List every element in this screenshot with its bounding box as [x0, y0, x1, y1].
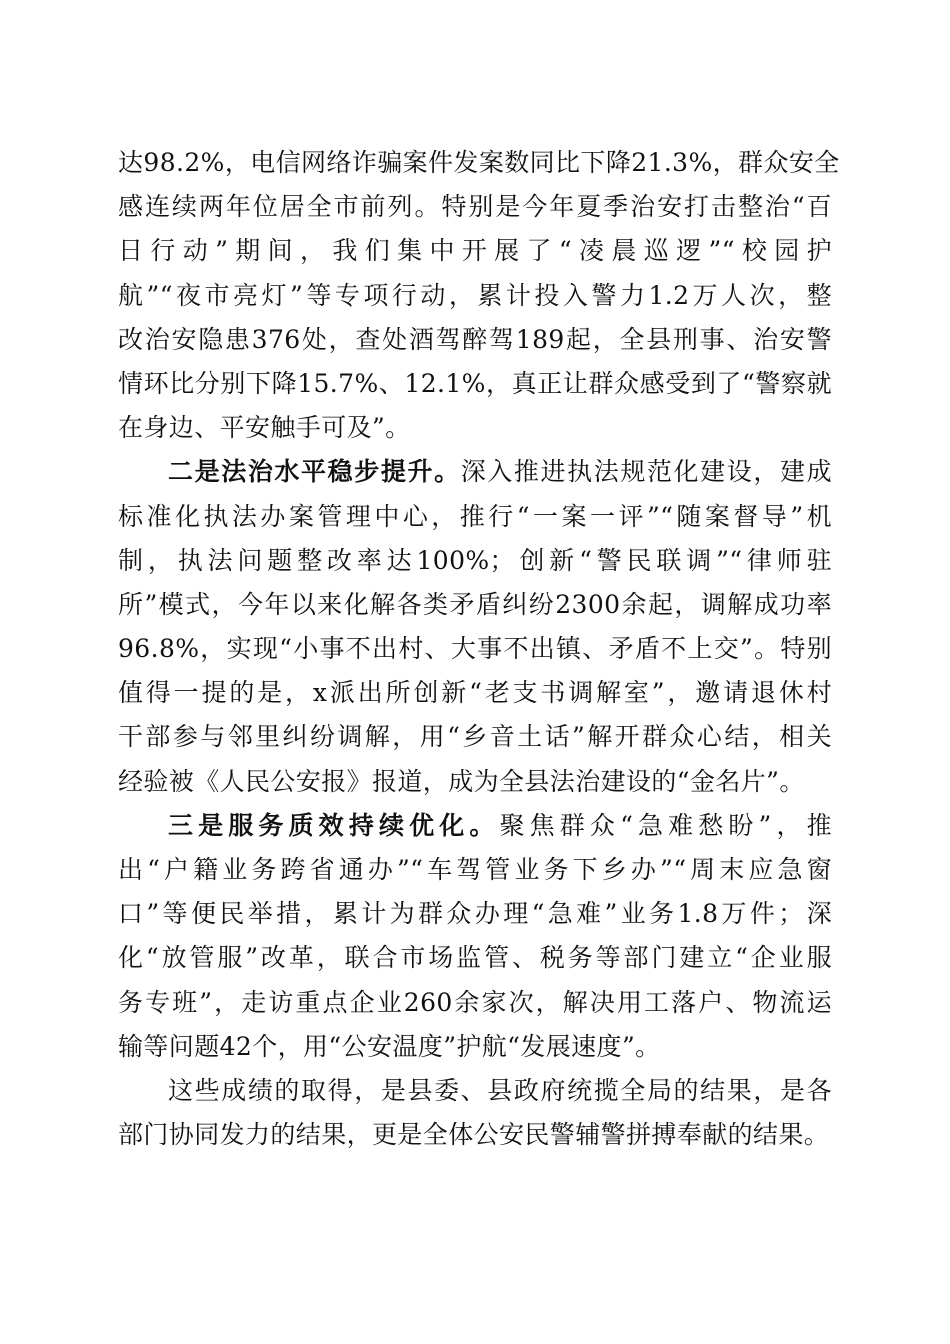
paragraph-3-line-3: 口”等便民举措，累计为群众办理“急难”业务1.8万件；深	[118, 899, 832, 929]
paragraph-3-line-1-text: 聚焦群众“急难愁盼”，推	[499, 810, 832, 840]
paragraph-3-line-1	[118, 804, 832, 848]
paragraph-3-line-5: 务专班”，走访重点企业260余家次，解决用工落户、物流运	[118, 987, 832, 1017]
paragraph-2-line-8: 经验被《人民公安报》报道，成为全县法治建设的“金名片”。	[118, 766, 805, 796]
paragraph-1-line-7: 在身边、平安触手可及”。	[118, 413, 411, 443]
document-body	[118, 141, 840, 1157]
paragraph-2-line-4: 所”模式，今年以来化解各类矛盾纠纷2300余起，调解成功率	[118, 589, 832, 619]
paragraph-1-line-6: 情环比分别下降15.7%、12.1%，真正让群众感受到了“警察就	[118, 368, 832, 398]
paragraph-1-line-2: 感连续两年位居全市前列。特别是今年夏季治安打击整治“百	[118, 192, 832, 222]
paragraph-2-line-2: 标准化执法办案管理中心，推行“一案一评”“随案督导”机	[118, 501, 832, 531]
paragraph-3-line-4: 化“放管服”改革，联合市场监管、税务等部门建立“企业服	[118, 943, 832, 973]
paragraph-2-heading: 二是法治水平稳步提升。	[168, 457, 461, 487]
paragraph-2-line-1	[118, 450, 832, 494]
paragraph-2-line-1-text: 深入推进执法规范化建设，建成	[460, 457, 832, 487]
paragraph-3-line-2: 出“户籍业务跨省通办”“车驾管业务下乡办”“周末应急窗	[118, 855, 832, 884]
paragraph-4-line-2: 部门协同发力的结果，更是全体公安民警辅警拼搏奉献的结果。	[118, 1120, 830, 1150]
paragraph-4-line-1: 这些成绩的取得，是县委、县政府统揽全局的结果，是各	[168, 1075, 832, 1105]
paragraph-2-line-6: 值得一提的是，x派出所创新“老支书调解室”，邀请退休村	[118, 678, 832, 708]
paragraph-3-line-6: 输等问题42个，用“公安温度”护航“发展速度”。	[118, 1031, 661, 1061]
paragraph-2-line-7: 干部参与邻里纠纷调解，用“乡音土话”解开群众心结，相关	[118, 722, 832, 752]
paragraph-1-line-5: 改治安隐患376处，查处酒驾醉驾189起，全县刑事、治安警	[118, 324, 832, 354]
paragraph-2-line-5: 96.8%，实现“小事不出村、大事不出镇、矛盾不上交”。特别	[118, 634, 832, 664]
paragraph-1-line-4: 航”“夜市亮灯”等专项行动，累计投入警力1.2万人次，整	[118, 280, 832, 310]
paragraph-2-line-3: 制，执法问题整改率达100%；创新“警民联调”“律师驻	[118, 545, 832, 575]
paragraph-1-line-3: 日行动”期间，我们集中开展了“凌晨巡逻”“校园护	[118, 236, 832, 266]
paragraph-1-line-1: 达98.2%，电信网络诈骗案件发案数同比下降21.3%，群众安全	[118, 148, 840, 177]
paragraph-3-heading: 三是服务质效持续优化。	[168, 810, 500, 840]
